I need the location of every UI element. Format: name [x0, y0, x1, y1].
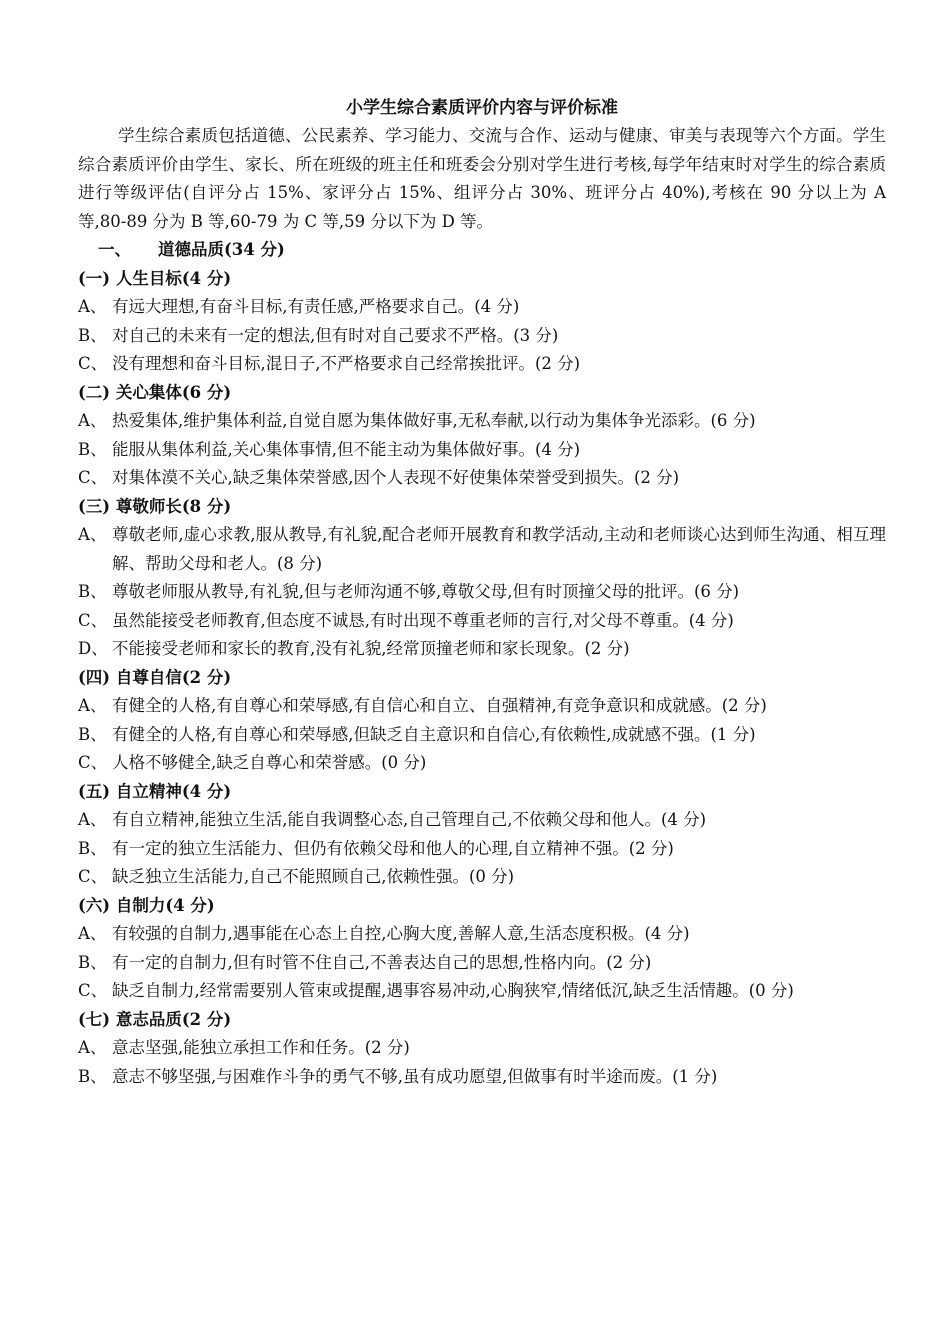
criterion-item: [78, 293, 886, 322]
criterion-item: [78, 607, 886, 636]
criterion-letter: A、: [78, 297, 107, 316]
criterion-letter: C、: [78, 468, 108, 487]
document-title: 小学生综合素质评价内容与评价标准: [346, 98, 618, 118]
criterion-text: 尊敬老师,虚心求教,服从教导,有礼貌,配合老师开展教育和教学活动,主动和老师谈心达到师生沟通、相互理解、帮助父母和老人。(8 分): [112, 525, 886, 573]
criterion-letter: A、: [78, 1038, 107, 1057]
criterion-item: [78, 521, 886, 578]
criteria-section: [78, 493, 886, 664]
section-heading: (三) 尊敬师长(8 分): [78, 496, 232, 516]
criterion-letter: B、: [78, 724, 107, 744]
criterion-letter: C、: [78, 610, 108, 630]
criterion-item: [78, 578, 886, 607]
section-heading: (一) 人生目标(4 分): [78, 268, 232, 288]
criterion-text: 意志坚强,能独立承担工作和任务。(2 分): [112, 1038, 410, 1057]
criteria-section: [78, 265, 886, 379]
criterion-item: [78, 749, 886, 778]
criterion-item: [78, 863, 886, 892]
criterion-letter: A、: [78, 810, 107, 829]
criterion-text: 缺乏独立生活能力,自己不能照顾自己,依赖性强。(0 分): [112, 867, 515, 886]
criterion-text: 尊敬老师服从教导,有礼貌,但与老师沟通不够,尊敬父母,但有时顶撞父母的批评。(6 分): [112, 582, 740, 601]
criterion-letter: A、: [78, 411, 107, 430]
criterion-text: 有自立精神,能独立生活,能自我调整心态,自己管理自己,不依赖父母和他人。(4 分): [112, 810, 707, 829]
criterion-item: [78, 835, 886, 864]
criterion-item: [78, 635, 886, 664]
major-section-heading: [78, 236, 886, 265]
criteria-section: [78, 778, 886, 892]
criterion-letter: C、: [78, 867, 108, 886]
criterion-letter: B、: [78, 325, 107, 345]
section-heading: (二) 关心集体(6 分): [78, 382, 232, 402]
section-heading: (五) 自立精神(4 分): [78, 781, 232, 801]
major-section-title: 道德品质(34 分): [158, 240, 285, 259]
criterion-item: [78, 806, 886, 835]
criterion-letter: A、: [78, 924, 107, 943]
criterion-text: 有健全的人格,有自尊心和荣辱感,但缺乏自主意识和自信心,有依赖性,成就感不强。(1 分): [112, 724, 756, 744]
major-section-number: 一、: [98, 240, 131, 259]
criteria-section: [78, 664, 886, 778]
criterion-letter: D、: [78, 639, 108, 658]
criterion-text: 对自己的未来有一定的想法,但有时对自己要求不严格。(3 分): [112, 325, 559, 345]
document-page: [78, 94, 886, 1091]
criterion-letter: C、: [78, 753, 108, 772]
criterion-item: [78, 322, 886, 351]
criterion-item: [78, 692, 886, 721]
criteria-section: [78, 1006, 886, 1092]
criteria-section: [78, 892, 886, 1006]
criterion-item: [78, 977, 886, 1006]
criterion-letter: B、: [78, 1066, 107, 1086]
criterion-text: 有一定的独立生活能力、但仍有依赖父母和他人的心理,自立精神不强。(2 分): [112, 838, 674, 858]
criterion-letter: B、: [78, 582, 107, 601]
criterion-text: 热爱集体,维护集体利益,自觉自愿为集体做好事,无私奉献,以行动为集体争光添彩。(6 分): [112, 411, 756, 430]
criterion-text: 对集体漠不关心,缺乏集体荣誉感,因个人表现不好使集体荣誉受到损失。(2 分): [112, 468, 680, 487]
criterion-item: [78, 436, 886, 465]
criterion-letter: C、: [78, 981, 108, 1000]
criterion-text: 没有理想和奋斗目标,混日子,不严格要求自己经常挨批评。(2 分): [112, 354, 581, 373]
criterion-text: 缺乏自制力,经常需要别人管束或提醒,遇事容易冲动,心胸狭窄,情绪低沉,缺乏生活情趣。(0 分): [112, 981, 794, 1000]
criterion-text: 人格不够健全,缺乏自尊心和荣誉感。(0 分): [112, 753, 427, 772]
criterion-letter: A、: [78, 696, 107, 715]
criteria-sections: [78, 265, 886, 1092]
criterion-item: [78, 721, 886, 750]
criterion-text: 虽然能接受老师教育,但态度不诚恳,有时出现不尊重老师的言行,对父母不尊重。(4 分): [112, 610, 734, 630]
criterion-text: 意志不够坚强,与困难作斗争的勇气不够,虽有成功愿望,但做事有时半途而废。(1 分): [112, 1066, 718, 1086]
criterion-item: [78, 350, 886, 379]
intro-paragraph: 学生综合素质包括道德、公民素养、学习能力、交流与合作、运动与健康、审美与表现等六个方面。学生综合素质评价由学生、家长、所在班级的班主任和班委会分别对学生进行考核,每学年结束时对学生的综合素质进行等级评估(自评分占 15%、家评分占 15%、组评分占 30%、班评分占 40%),考核在 90 分以上为 A 等,80-89 分为 B 等,60-79 为 C 等,59 分以下为 D 等。: [78, 126, 886, 231]
criterion-text: 能服从集体利益,关心集体事情,但不能主动为集体做好事。(4 分): [112, 439, 581, 459]
criterion-letter: A、: [78, 525, 107, 544]
criterion-text: 有一定的自制力,但有时管不住自己,不善表达自己的思想,性格内向。(2 分): [112, 952, 652, 972]
criterion-text: 有健全的人格,有自尊心和荣辱感,有自信心和自立、自强精神,有竞争意识和成就感。(2 分): [112, 696, 767, 715]
criterion-item: [78, 1034, 886, 1063]
section-heading: (四) 自尊自信(2 分): [78, 667, 232, 687]
criterion-item: [78, 920, 886, 949]
criterion-letter: B、: [78, 952, 107, 972]
section-heading: (七) 意志品质(2 分): [78, 1009, 232, 1029]
criterion-text: 有远大理想,有奋斗目标,有责任感,严格要求自己。(4 分): [112, 297, 520, 316]
criterion-text: 不能接受老师和家长的教育,没有礼貌,经常顶撞老师和家长现象。(2 分): [112, 639, 630, 658]
criterion-letter: B、: [78, 439, 107, 459]
criterion-item: [78, 464, 886, 493]
criterion-text: 有较强的自制力,遇事能在心态上自控,心胸大度,善解人意,生活态度积极。(4 分): [112, 924, 690, 943]
criterion-item: [78, 407, 886, 436]
criterion-letter: C、: [78, 354, 108, 373]
criterion-item: [78, 949, 886, 978]
criteria-section: [78, 379, 886, 493]
section-heading: (六) 自制力(4 分): [78, 895, 215, 915]
criterion-letter: B、: [78, 838, 107, 858]
criterion-item: [78, 1063, 886, 1092]
